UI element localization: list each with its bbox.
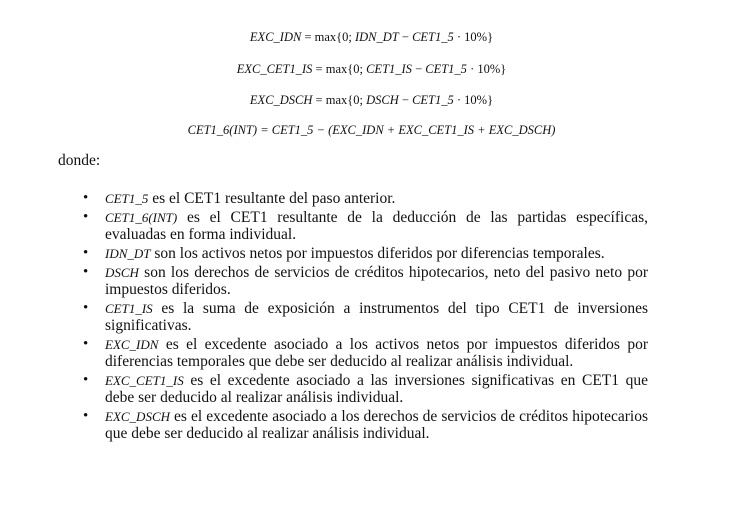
definitions-list <box>83 190 648 444</box>
equation-exc-idn: EXC_IDN = max{0; IDN_DT − CET1_5 · 10%} <box>249 30 494 44</box>
definition-text: es el excedente asociado a las inversiones significativas en CET1 que debe ser deducido al realizar análisis individual. <box>105 372 648 406</box>
list-item <box>83 209 648 243</box>
definition-text: es el excedente asociado a los activos netos por impuestos diferidos por diferencias temporales que debe ser deducido al realizar análisis individual. <box>105 336 648 370</box>
definition-symbol: CET1_6(INT) <box>105 210 178 225</box>
definition-text: es el excedente asociado a los derechos de servicios de créditos hipotecarios que debe ser deducido al realizar análisis individual. <box>105 408 648 442</box>
definition-symbol: EXC_DSCH <box>105 409 170 424</box>
list-item <box>83 372 648 406</box>
definition-text: es el CET1 resultante de la deducción de las partidas específicas, evaluadas en forma individual. <box>105 209 648 243</box>
list-item <box>83 245 648 262</box>
definition-text: es la suma de exposición a instrumentos del tipo CET1 de inversiones significativas. <box>105 300 648 334</box>
definition-text: son los derechos de servicios de créditos hipotecarios, neto del pasivo neto por impuestos diferidos. <box>105 264 648 298</box>
list-item <box>83 300 648 334</box>
definition-text: son los activos netos por impuestos diferidos por diferencias temporales. <box>150 245 605 262</box>
definition-symbol: CET1_IS <box>105 301 153 316</box>
eq-lhs: EXC_CET1_IS <box>236 62 313 76</box>
definition-symbol: IDN_DT <box>105 246 151 261</box>
eq-lhs: EXC_DSCH <box>249 93 313 107</box>
donde-label: donde: <box>58 152 101 169</box>
definition-symbol: EXC_IDN <box>105 337 159 352</box>
list-item <box>83 190 648 207</box>
list-item <box>83 264 648 298</box>
list-item <box>83 336 648 370</box>
definition-symbol: DSCH <box>105 265 139 280</box>
definition-text: es el CET1 resultante del paso anterior. <box>148 190 396 207</box>
eq-lhs: EXC_IDN <box>249 30 302 44</box>
equation-exc-dsch: EXC_DSCH = max{0; DSCH − CET1_5 · 10%} <box>249 93 494 107</box>
eq-lhs: CET1_6(INT) <box>187 123 258 137</box>
equation-cet1-6: CET1_6(INT) = CET1_5 − (EXC_IDN + EXC_CET1_IS + EXC_DSCH) <box>187 123 556 137</box>
list-item <box>83 408 648 442</box>
definition-symbol: CET1_5 <box>105 191 149 206</box>
definition-symbol: EXC_CET1_IS <box>105 373 184 388</box>
equation-exc-cet1-is: EXC_CET1_IS = max{0; CET1_IS − CET1_5 · 10%} <box>236 62 507 76</box>
